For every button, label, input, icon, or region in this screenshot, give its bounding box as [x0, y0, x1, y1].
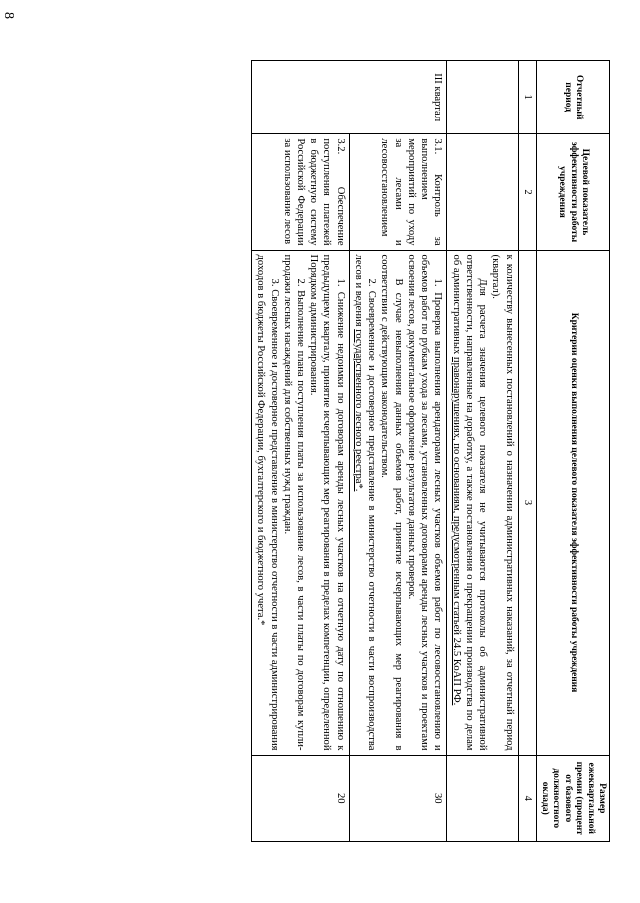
- table-row: [349, 61, 447, 842]
- criteria-text: В случае невыполнения данных объемов работ, принятие исчерпывающих мер реагирования в соответствии с действующим законодательством.: [379, 254, 404, 751]
- premium-size-cell: 20: [252, 755, 350, 842]
- header-row: [536, 61, 609, 842]
- period-cell: III квартал: [252, 61, 447, 134]
- criteria-text: [352, 255, 378, 751]
- criteria-cell: [252, 250, 350, 755]
- table-row: [252, 61, 350, 842]
- criteria-underlined-text: правонарушениях, по основаниям, предусмотренным статьей 24.5 КоАП РФ.: [450, 356, 462, 706]
- criteria-cell: [349, 250, 447, 755]
- column-number: 3: [518, 250, 536, 755]
- column-number: 2: [518, 134, 536, 250]
- criteria-text: 2. Выполнение плана поступления платы за использование лесов, в части платы по договорам купли-продажи лесных насаждений для собственных нужд граждан.: [281, 254, 307, 751]
- indicator-cell: 3.2. Обеспечение поступления платежей в бюджетную систему Российской Федерации за использование лесов: [252, 134, 350, 250]
- column-number: 1: [518, 61, 536, 134]
- rotated-page: [60, 60, 610, 842]
- header-premium-size: Размер ежеквартальной премии (процент от базового должностного оклада): [536, 755, 609, 842]
- page-number: 8: [1, 12, 16, 19]
- premium-size-cell: 30: [349, 755, 447, 842]
- column-number: 4: [518, 755, 536, 842]
- criteria-text: 3. Своевременное и достоверное представление в министерство отчетности в части администрирования доходов в бюджеты Российской Федерации, бухгалтерского и бюджетного учета.*: [255, 254, 280, 751]
- header-period: Отчетный период: [536, 61, 609, 134]
- continuation-row: [447, 61, 518, 842]
- criteria-text: 1. Проверка выполнения арендаторами лесных участков объемов работ по лесовосстановлению и объемов работ по рубкам ухода за лесами, установленных договорами аренды лесных участков и проектами освоения лесов, документальное оформление результатов данных проверок.: [405, 254, 444, 751]
- column-number-row: [518, 61, 536, 842]
- criteria-text-part: 2. Своевременное и достоверное представление в министерство отчетности в части воспроизводства лесов и ведения: [352, 254, 378, 751]
- continuation-size-cell: [447, 755, 518, 842]
- criteria-text-part: Для расчета значения целевого показателя не учитываются протоколы об административной ответственности, направленные на доработку, а также постановления о прекращении производства по делам об административных: [450, 254, 489, 751]
- continuation-criteria-cell: [447, 250, 518, 755]
- criteria-text: к количеству вынесенных постановлений о назначении административных наказаний, за отчетный период (квартал).: [490, 254, 515, 751]
- continuation-indicator-cell: [447, 134, 518, 250]
- criteria-text: [449, 255, 489, 751]
- header-criteria: Критерии оценки выполнения целевого показателя эффективности работы учреждения: [536, 250, 609, 755]
- continuation-period-cell: [447, 61, 518, 134]
- criteria-underlined-text: государственного лесного реестра*.: [352, 329, 364, 492]
- header-indicator: Целевой показатель эффективности работы учреждения: [536, 134, 609, 250]
- criteria-table: [251, 60, 610, 842]
- indicator-cell: 3.1. Контроль за выполнением мероприятий по уходу за лесами и лесовосстановлением: [349, 134, 447, 250]
- criteria-text: 1. Снижение недоимки по договорам аренды лесных участков на отчетную дату по отношению к предыдущему кварталу, принятие исчерпывающих мер реагирования в пределах компетенции, определенной Порядком администрирования.: [308, 254, 346, 751]
